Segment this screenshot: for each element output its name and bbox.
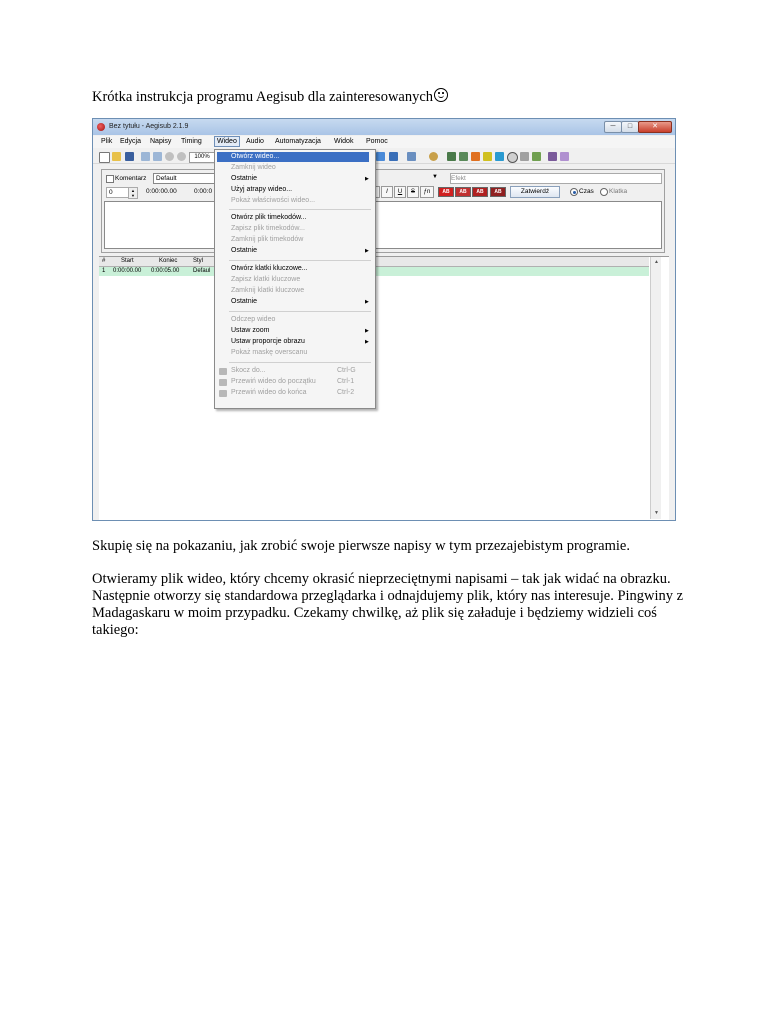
zoom-in-icon[interactable] [165,152,174,161]
radio-frame-label: Klatka [609,188,628,195]
translation-icon[interactable] [495,152,504,161]
subtitle-edit-box [101,169,665,253]
subtitle-text-input[interactable] [104,201,662,249]
submenu-arrow-icon: ▶ [365,248,369,254]
comment-checkbox[interactable] [106,175,114,183]
menu-save-timecodes[interactable]: Zapisz plik timekodów... [231,225,305,232]
scroll-down-icon[interactable]: ▼ [654,510,659,516]
document-title: Krótka instrukcja programu Aegisub dla zainteresowanych [92,88,448,106]
menu-set-zoom[interactable]: Ustaw zoom [231,327,270,334]
radio-time-label: Czas [579,188,594,195]
layer-spinner[interactable]: ▲ ▼ [128,187,138,199]
row-style: Defaul [193,268,211,274]
font-button[interactable]: ƒn [420,186,434,198]
outline-color-button[interactable]: AB [472,187,488,197]
menu-pomoc[interactable]: Pomoc [366,138,388,145]
maximize-button[interactable]: □ [621,121,639,133]
find-icon[interactable] [376,152,385,161]
jump-icon[interactable] [407,152,416,161]
commit-button[interactable]: Zatwierdź [510,186,560,198]
radio-frame[interactable] [600,188,608,196]
menu-widok[interactable]: Widok [334,138,354,145]
row-start: 0:00:00.00 [113,268,142,274]
menu-recent-keyframes[interactable]: Ostatnie [231,298,258,305]
resample-icon[interactable] [560,152,569,161]
effect-field[interactable]: Efekt [450,173,662,184]
menu-plik[interactable]: Plik [101,138,113,145]
open-folder-icon[interactable] [112,152,121,161]
menu-separator [229,209,371,210]
shortcut-ctrl-2: Ctrl-2 [337,389,355,396]
submenu-arrow-icon: ▶ [365,176,369,182]
spell-check-icon[interactable] [520,152,529,161]
video-menu-dropdown [214,149,376,409]
grid-header-style: Styl [193,258,204,264]
menu-napisy[interactable]: Napisy [150,138,172,145]
properties-icon[interactable] [447,152,456,161]
grid-header-start: Start [121,258,134,264]
menu-wideo[interactable]: Wideo [214,136,240,147]
zoom-level[interactable]: 100% [189,152,215,163]
menu-open-video[interactable]: Otwórz wideo... [217,152,369,162]
menu-automatyzacja[interactable]: Automatyzacja [275,138,321,145]
automation-icon[interactable] [483,152,492,161]
new-file-icon[interactable] [99,152,110,163]
submenu-arrow-icon: ▶ [365,339,369,345]
grid-header-end: Koniec [159,258,178,264]
menu-open-timecodes[interactable]: Otwórz plik timekodów... [231,214,307,221]
chevron-down-icon[interactable]: ▼ [432,174,438,180]
vertical-scrollbar[interactable] [650,257,661,519]
menu-open-keyframes[interactable]: Otwórz klatki kluczowe... [231,265,308,272]
paragraph-1: Skupię się na pokazaniu, jak zrobić swoje pierwsze napisy w tym przezajebistym programie. [92,538,630,554]
menu-separator [229,362,371,363]
primary-color-button[interactable]: AB [438,187,454,197]
menu-edycja[interactable]: Edycja [120,138,142,145]
menu-jump-to-end[interactable]: Przewiń wideo do końca [231,389,307,396]
menu-timing[interactable]: Timing [181,138,202,145]
menu-jump-to[interactable]: Skocz do... [231,367,266,374]
jump-end-icon [219,390,227,397]
submenu-arrow-icon: ▶ [365,299,369,305]
menu-use-dummy-video[interactable]: Użyj atrapy wideo... [231,186,293,193]
aegisub-screenshot [92,118,676,521]
menu-audio[interactable]: Audio [246,138,264,145]
menu-set-aspect-ratio[interactable]: Ustaw proporcje obrazu [231,338,305,345]
shadow-color-button[interactable]: AB [490,187,506,197]
end-time-field[interactable]: 0:00:0 [194,188,213,195]
grid-header-number: # [102,258,106,264]
radio-time[interactable] [570,188,578,196]
aegisub-logo-icon [97,123,105,131]
window-title: Bez tytułu - Aegisub 2.1.9 [109,123,189,130]
menu-show-overscan[interactable]: Pokaż maskę overscanu [231,349,308,356]
comment-label: Komentarz [115,175,147,182]
menu-separator [229,311,371,312]
kanji-timer-icon[interactable] [532,152,541,161]
secondary-color-button[interactable]: AB [455,187,471,197]
menu-close-keyframes[interactable]: Zamknij klatki kluczowe [231,287,305,294]
start-time-field[interactable]: 0:00:00.00 [146,188,177,195]
strikeout-button[interactable]: S [407,186,419,198]
shortcut-ctrl-g: Ctrl-G [337,367,356,374]
smiley-icon [434,88,448,102]
menu-jump-to-start[interactable]: Przewiń wideo do początku [231,378,316,385]
paragraph-2: Otwieramy plik wideo, który chcemy okrasić nieprzeciętnymi napisami – tak jak widać na obrazku. Następnie otworzy się standardowa przeglądarka i odnajdujemy plik, który nas interesuje. Pingwiny z Madagaskaru w moim przypadku. Czekamy chwilkę, aż plik się załaduje i będziemy widzieli coś takiego: [92,571,684,638]
row-end: 0:00:05.00 [151,268,180,274]
attachments-icon[interactable] [459,152,468,161]
italic-button[interactable]: I [381,186,393,198]
options-icon[interactable] [548,152,557,161]
menu-save-keyframes[interactable]: Zapisz klatki kluczowe [231,276,301,283]
jump-icon [219,368,227,375]
menu-detach-video[interactable]: Odczep wideo [231,316,276,323]
menu-close-timecodes[interactable]: Zamknij plik timekodów [231,236,304,243]
close-button[interactable]: ✕ [638,121,672,133]
save-icon[interactable] [125,152,134,161]
menu-recent-timecodes[interactable]: Ostatnie [231,247,258,254]
submenu-arrow-icon: ▶ [365,328,369,334]
fonts-collector-icon[interactable] [471,152,480,161]
timing-clock-icon[interactable] [507,152,518,163]
toolbar [93,149,675,164]
menu-show-video-properties[interactable]: Pokaż właściwości wideo... [231,197,316,204]
layer-field[interactable]: 0 [106,187,130,198]
menu-bar [93,136,675,148]
underline-button[interactable]: U [394,186,406,198]
style-select[interactable]: Default [153,173,217,184]
menu-separator [229,260,371,261]
menu-recent-video[interactable]: Ostatnie [231,175,258,182]
styles-manager-icon[interactable] [429,152,438,161]
subtitle-grid [99,256,669,521]
shortcut-ctrl-1: Ctrl-1 [337,378,355,385]
scroll-up-icon[interactable]: ▲ [654,259,659,265]
jump-start-icon [219,379,227,386]
row-number: 1 [102,268,106,274]
replace-icon[interactable] [389,152,398,161]
zoom-out-icon[interactable] [177,152,186,161]
menu-close-video[interactable]: Zamknij wideo [231,164,276,171]
window-titlebar [93,119,675,135]
undo-icon[interactable] [141,152,150,161]
minimize-button[interactable]: ─ [604,121,622,133]
redo-icon[interactable] [153,152,162,161]
